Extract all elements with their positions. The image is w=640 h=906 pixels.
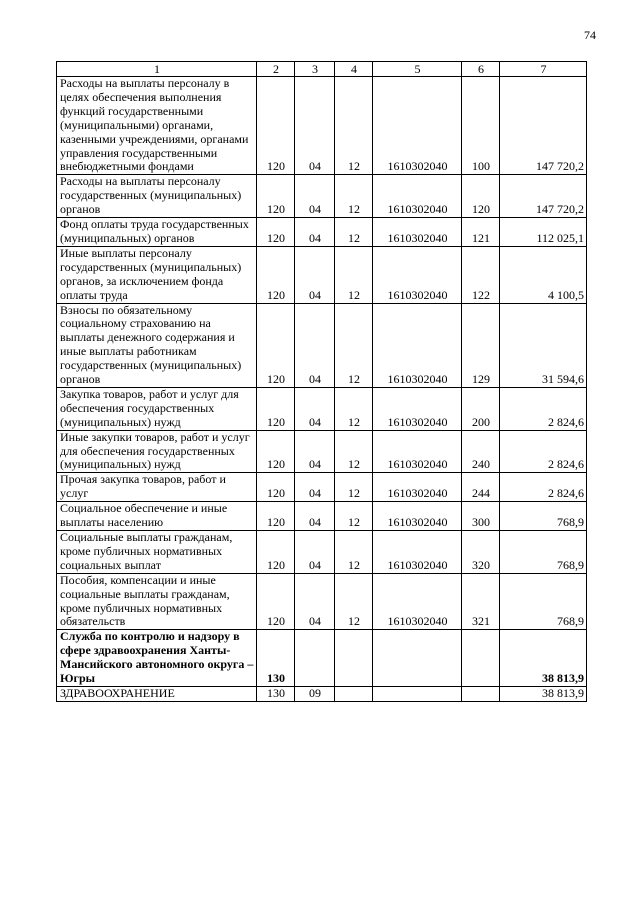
row-name-cell: Фонд оплаты труда государственных (муниципальных) органов (57, 218, 257, 247)
header-cell-6: 6 (462, 62, 500, 77)
table-row (57, 630, 587, 687)
row-section-cell: 09 (295, 686, 335, 701)
table-row (57, 573, 587, 630)
row-subsection-cell: 12 (335, 246, 373, 303)
row-expense-type-cell: 321 (462, 573, 500, 630)
row-sum-cell: 768,9 (500, 502, 587, 531)
row-target-article-cell: 1610302040 (373, 175, 462, 218)
row-code-cell: 120 (257, 77, 295, 175)
row-section-cell (295, 630, 335, 687)
row-subsection-cell: 12 (335, 502, 373, 531)
row-expense-type-cell: 300 (462, 502, 500, 531)
row-code-cell: 130 (257, 686, 295, 701)
row-code-cell: 120 (257, 175, 295, 218)
row-subsection-cell (335, 630, 373, 687)
row-section-cell: 04 (295, 473, 335, 502)
row-code-cell: 120 (257, 573, 295, 630)
row-target-article-cell: 1610302040 (373, 246, 462, 303)
row-expense-type-cell: 100 (462, 77, 500, 175)
row-section-cell: 04 (295, 430, 335, 473)
table-row (57, 303, 587, 387)
table-row (57, 77, 587, 175)
row-subsection-cell: 12 (335, 387, 373, 430)
header-cell-5: 5 (373, 62, 462, 77)
row-code-cell: 120 (257, 502, 295, 531)
row-target-article-cell: 1610302040 (373, 303, 462, 387)
table-row (57, 387, 587, 430)
budget-table (56, 61, 587, 702)
row-section-cell: 04 (295, 246, 335, 303)
row-code-cell: 120 (257, 218, 295, 247)
row-target-article-cell: 1610302040 (373, 430, 462, 473)
row-sum-cell: 2 824,6 (500, 430, 587, 473)
row-code-cell: 120 (257, 387, 295, 430)
row-target-article-cell: 1610302040 (373, 531, 462, 574)
row-sum-cell: 2 824,6 (500, 387, 587, 430)
row-code-cell: 120 (257, 430, 295, 473)
row-subsection-cell (335, 686, 373, 701)
header-cell-2: 2 (257, 62, 295, 77)
row-code-cell: 120 (257, 246, 295, 303)
row-expense-type-cell: 120 (462, 175, 500, 218)
row-name-cell: Прочая закупка товаров, работ и услуг (57, 473, 257, 502)
table-row (57, 246, 587, 303)
row-name-cell: Социальное обеспечение и иные выплаты населению (57, 502, 257, 531)
row-subsection-cell: 12 (335, 573, 373, 630)
row-code-cell: 130 (257, 630, 295, 687)
row-section-cell: 04 (295, 218, 335, 247)
row-target-article-cell: 1610302040 (373, 502, 462, 531)
row-sum-cell: 147 720,2 (500, 77, 587, 175)
header-row (57, 62, 587, 77)
row-subsection-cell: 12 (335, 430, 373, 473)
row-section-cell: 04 (295, 303, 335, 387)
table-row (57, 473, 587, 502)
row-target-article-cell: 1610302040 (373, 218, 462, 247)
row-subsection-cell: 12 (335, 473, 373, 502)
row-code-cell: 120 (257, 531, 295, 574)
row-section-cell: 04 (295, 573, 335, 630)
row-name-cell: ЗДРАВООХРАНЕНИЕ (57, 686, 257, 701)
row-section-cell: 04 (295, 387, 335, 430)
row-section-cell: 04 (295, 175, 335, 218)
row-target-article-cell (373, 686, 462, 701)
row-name-cell: Взносы по обязательному социальному страхованию на выплаты денежного содержания и иные выплаты работникам государственных (муниципальных) органов (57, 303, 257, 387)
row-target-article-cell: 1610302040 (373, 473, 462, 502)
row-expense-type-cell: 121 (462, 218, 500, 247)
row-sum-cell: 112 025,1 (500, 218, 587, 247)
row-subsection-cell: 12 (335, 77, 373, 175)
row-name-cell: Служба по контролю и надзору в сфере здравоохранения Ханты-Мансийского автономного округа – Югры (57, 630, 257, 687)
row-expense-type-cell: 200 (462, 387, 500, 430)
row-expense-type-cell: 244 (462, 473, 500, 502)
row-sum-cell: 38 813,9 (500, 630, 587, 687)
row-target-article-cell: 1610302040 (373, 77, 462, 175)
row-target-article-cell: 1610302040 (373, 387, 462, 430)
row-code-cell: 120 (257, 303, 295, 387)
header-cell-7: 7 (500, 62, 587, 77)
table-row (57, 531, 587, 574)
row-section-cell: 04 (295, 531, 335, 574)
table-row (57, 430, 587, 473)
row-name-cell: Иные закупки товаров, работ и услуг для обеспечения государственных (муниципальных) нужд (57, 430, 257, 473)
row-expense-type-cell: 129 (462, 303, 500, 387)
row-name-cell: Закупка товаров, работ и услуг для обеспечения государственных (муниципальных) нужд (57, 387, 257, 430)
row-sum-cell: 4 100,5 (500, 246, 587, 303)
row-target-article-cell: 1610302040 (373, 573, 462, 630)
row-subsection-cell: 12 (335, 303, 373, 387)
table-row (57, 175, 587, 218)
row-section-cell: 04 (295, 502, 335, 531)
header-cell-1: 1 (57, 62, 257, 77)
row-expense-type-cell (462, 630, 500, 687)
row-name-cell: Расходы на выплаты персоналу государственных (муниципальных) органов (57, 175, 257, 218)
row-subsection-cell: 12 (335, 175, 373, 218)
row-expense-type-cell: 122 (462, 246, 500, 303)
row-name-cell: Социальные выплаты гражданам, кроме публичных нормативных социальных выплат (57, 531, 257, 574)
row-name-cell: Расходы на выплаты персоналу в целях обеспечения выполнения функций государственными (муниципальными) органами, казенными учреждениями, органами управления государственными внебюджетными фондами (57, 77, 257, 175)
row-section-cell: 04 (295, 77, 335, 175)
row-sum-cell: 768,9 (500, 573, 587, 630)
row-expense-type-cell: 320 (462, 531, 500, 574)
page-number: 74 (584, 28, 596, 42)
row-subsection-cell: 12 (335, 218, 373, 247)
row-expense-type-cell: 240 (462, 430, 500, 473)
row-code-cell: 120 (257, 473, 295, 502)
table-row (57, 502, 587, 531)
row-name-cell: Пособия, компенсации и иные социальные выплаты гражданам, кроме публичных нормативных обязательств (57, 573, 257, 630)
row-target-article-cell (373, 630, 462, 687)
row-subsection-cell: 12 (335, 531, 373, 574)
table-row (57, 218, 587, 247)
row-sum-cell: 768,9 (500, 531, 587, 574)
header-cell-4: 4 (335, 62, 373, 77)
header-cell-3: 3 (295, 62, 335, 77)
row-sum-cell: 147 720,2 (500, 175, 587, 218)
row-sum-cell: 31 594,6 (500, 303, 587, 387)
row-expense-type-cell (462, 686, 500, 701)
table-row (57, 686, 587, 701)
row-sum-cell: 2 824,6 (500, 473, 587, 502)
row-sum-cell: 38 813,9 (500, 686, 587, 701)
row-name-cell: Иные выплаты персоналу государственных (муниципальных) органов, за исключением фонда оплаты труда (57, 246, 257, 303)
